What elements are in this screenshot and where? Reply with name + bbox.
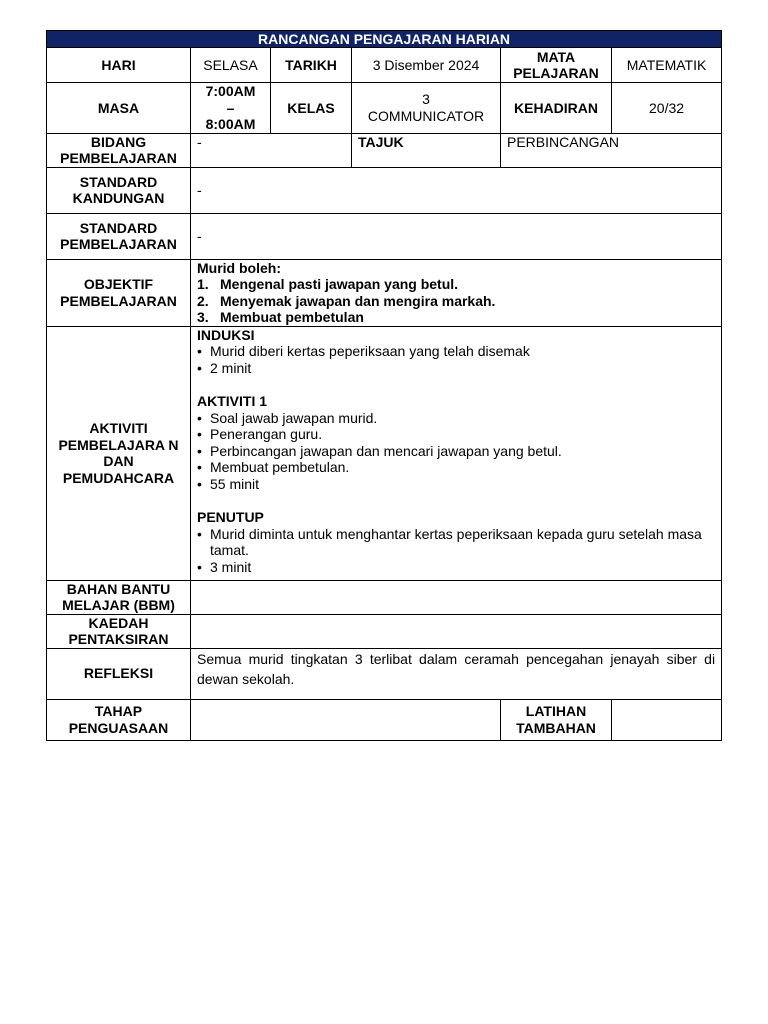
bidang-label: BIDANG PEMBELAJARAN	[47, 133, 191, 167]
masa-value	[191, 83, 271, 134]
list-item: • 3 minit	[197, 559, 715, 576]
list-item: • Penerangan guru.	[197, 426, 715, 443]
tajuk-value: PERBINCANGAN	[501, 133, 722, 167]
tarikh-label: TARIKH	[271, 48, 352, 83]
masa-end: 8:00AM	[205, 116, 256, 132]
latihan-label: LATIHAN TAMBAHAN	[501, 699, 612, 740]
kaedah-value	[191, 614, 722, 648]
objektif-list	[197, 276, 715, 326]
kehadiran-value: 20/32	[612, 83, 722, 134]
kelas-label: KELAS	[271, 83, 352, 134]
bidang-value: -	[191, 133, 352, 167]
kelas-number: 3	[422, 91, 430, 108]
tajuk-label: TAJUK	[352, 133, 501, 167]
row-aktiviti	[47, 326, 722, 580]
list-item: • Murid diberi kertas peperiksaan yang telah disemak	[197, 343, 715, 360]
mata-pelajaran-label: MATA PELAJARAN	[501, 48, 612, 83]
objektif-label: OBJEKTIF PEMBELAJARAN	[47, 259, 191, 326]
row-tahap	[47, 699, 722, 740]
list-item: 3. Membuat pembetulan	[197, 309, 364, 325]
row-bbm	[47, 580, 722, 614]
list-item: • Murid diminta untuk menghantar kertas peperiksaan kepada guru setelah masa tamat.	[197, 526, 715, 559]
masa-label: MASA	[47, 83, 191, 134]
bbm-value	[191, 580, 722, 614]
tahap-value	[191, 699, 501, 740]
induksi-list	[197, 343, 715, 376]
kelas-value	[352, 83, 501, 134]
row-standard-pembelajaran	[47, 213, 722, 259]
aktiviti-label: AKTIVITI PEMBELAJARA N DAN PEMUDAHCARA	[47, 326, 191, 580]
form-title: RANCANGAN PENGAJARAN HARIAN	[47, 31, 722, 48]
kelas-name: COMMUNICATOR	[367, 107, 485, 124]
masa-separator: –	[226, 99, 235, 116]
bbm-label: BAHAN BANTU MELAJAR (BBM)	[47, 580, 191, 614]
tarikh-value: 3 Disember 2024	[352, 48, 501, 83]
standard-kandungan-value: -	[191, 167, 722, 213]
row-objektif	[47, 259, 722, 326]
objektif-intro: Murid boleh:	[197, 259, 281, 276]
aktiviti1-list	[197, 410, 715, 493]
latihan-value	[612, 699, 722, 740]
lesson-plan-table	[46, 30, 722, 741]
row-masa	[47, 83, 722, 134]
row-standard-kandungan	[47, 167, 722, 213]
tahap-label: TAHAP PENGUASAAN	[47, 699, 191, 740]
objektif-content	[191, 259, 722, 326]
list-item: • Membuat pembetulan.	[197, 459, 715, 476]
aktiviti1-title: AKTIVITI 1	[197, 393, 268, 409]
kehadiran-label: KEHADIRAN	[501, 83, 612, 134]
hari-value: SELASA	[191, 48, 271, 83]
refleksi-value: Semua murid tingkatan 3 terlibat dalam ceramah pencegahan jenayah siber di dewan sekolah.	[191, 648, 722, 699]
kaedah-label: KAEDAH PENTAKSIRAN	[47, 614, 191, 648]
refleksi-label: REFLEKSI	[47, 648, 191, 699]
induksi-title: INDUKSI	[197, 326, 255, 343]
mata-pelajaran-value: MATEMATIK	[612, 48, 722, 83]
row-hari	[47, 48, 722, 83]
standard-kandungan-label: STANDARD KANDUNGAN	[47, 167, 191, 213]
standard-pembelajaran-value: -	[191, 213, 722, 259]
list-item: • Perbincangan jawapan dan mencari jawapan yang betul.	[197, 443, 715, 460]
list-item: • 55 minit	[197, 476, 715, 493]
list-item: • 2 minit	[197, 360, 715, 377]
masa-start: 7:00AM	[205, 83, 256, 99]
list-item: • Soal jawab jawapan murid.	[197, 410, 715, 427]
row-kaedah	[47, 614, 722, 648]
standard-pembelajaran-label: STANDARD PEMBELAJARAN	[47, 213, 191, 259]
title-row	[47, 31, 722, 48]
row-refleksi	[47, 648, 722, 699]
list-item: 1. Mengenal pasti jawapan yang betul.	[197, 276, 459, 292]
penutup-list	[197, 526, 715, 576]
list-item: 2. Menyemak jawapan dan mengira markah.	[197, 292, 496, 309]
aktiviti-content	[191, 326, 722, 580]
row-bidang	[47, 133, 722, 167]
hari-label: HARI	[47, 48, 191, 83]
penutup-title: PENUTUP	[197, 509, 264, 525]
